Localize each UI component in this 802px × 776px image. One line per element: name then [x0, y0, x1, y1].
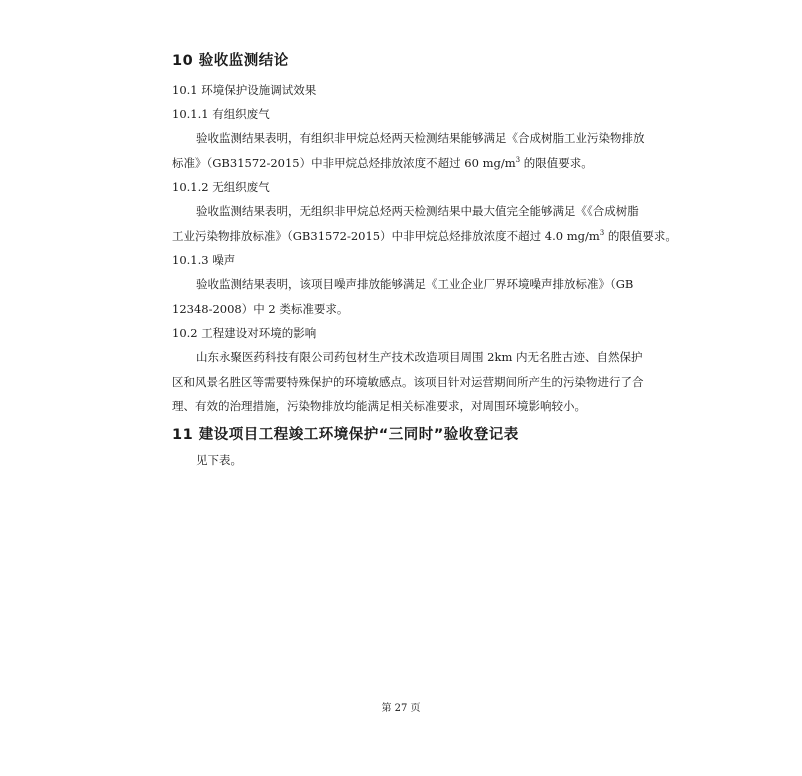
heading-section-10-1: 10.1 环境保护设施调试效果	[172, 83, 317, 97]
superscript: 3	[599, 229, 605, 238]
paragraph-noise-line-2: 12348-2008）中 2 类标准要求。	[172, 302, 349, 316]
text-fragment: 的限值要求。	[604, 229, 677, 243]
paragraph-see-table: 见下表。	[196, 453, 242, 467]
paragraph-impact-line-1: 山东永聚医药科技有限公司药包材生产技术改造项目周围 2km 内无名胜古迹、自然保护	[196, 350, 643, 364]
text-fragment: 标准》（GB31572-2015）中非甲烷总烃排放浓度不超过 60 mg/m	[172, 156, 516, 170]
heading-section-10: 10 验收监测结论	[172, 53, 289, 69]
paragraph-impact-line-3: 理、有效的治理措施，污染物排放均能满足相关标准要求，对周围环境影响较小。	[172, 399, 586, 413]
heading-section-10-1-1: 10.1.1 有组织废气	[172, 107, 270, 121]
text-fragment: 工业污染物排放标准》（GB31572-2015）中非甲烷总烃排放浓度不超过 4.0 mg/m	[172, 229, 600, 243]
paragraph-impact-line-2: 区和风景名胜区等需要特殊保护的环境敏感点。该项目针对运营期间所产生的污染物进行了合	[172, 375, 644, 389]
paragraph-unorganized-gas-line-1: 验收监测结果表明，无组织非甲烷总烃两天检测结果中最大值完全能够满足《《合成树脂	[196, 204, 639, 218]
superscript: 3	[515, 156, 521, 165]
paragraph-organized-gas-line-1: 验收监测结果表明，有组织非甲烷总烃两天检测结果能够满足《合成树脂工业污染物排放	[196, 131, 645, 145]
heading-section-10-2: 10.2 工程建设对环境的影响	[172, 326, 317, 340]
paragraph-organized-gas-line-2	[172, 155, 593, 171]
paragraph-noise-line-1: 验收监测结果表明，该项目噪声排放能够满足《工业企业厂界环境噪声排放标准》（GB	[196, 277, 634, 291]
heading-section-10-1-2: 10.1.2 无组织废气	[172, 180, 270, 194]
text-fragment: 的限值要求。	[520, 156, 593, 170]
heading-section-11: 11 建设项目工程竣工环境保护“三同时”验收登记表	[172, 427, 519, 443]
page-number: 第 27 页	[381, 703, 421, 714]
paragraph-unorganized-gas-line-2	[172, 228, 677, 244]
heading-section-10-1-3: 10.1.3 噪声	[172, 253, 236, 267]
